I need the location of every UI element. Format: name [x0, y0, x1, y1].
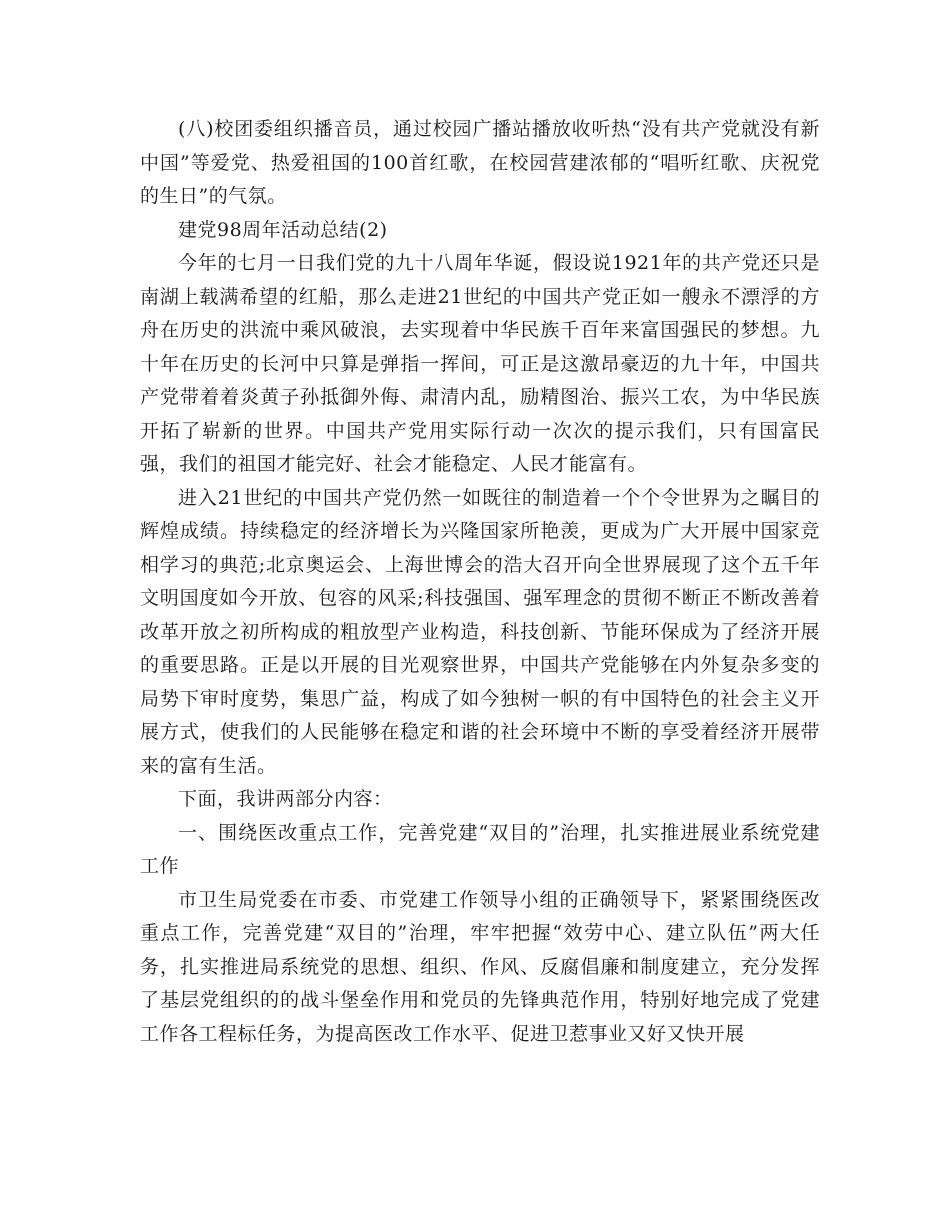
- paragraph-intro: 下面，我讲两部分内容：: [178, 788, 393, 810]
- document-body: [140, 113, 820, 1051]
- paragraph-21st-century: 进入21世纪的中国共产党仍然一如既往的制造着一个个令世界为之瞩目的辉煌成绩。持续稳定的经济增长为兴隆国家所艳羡，更成为广大开展中国家竞相学习的典范;北京奥运会、上海世博会的浩大召开向全世界展现了这个五千年文明国度如今开放、包容的风采;科技强国、强军理念的贯彻不断正不断改善着改革开放之初所构成的粗放型产业构造，科技创新、节能环保成为了经济开展的重要思路。正是以开展的目光观察世界，中国共产党能够在内外复杂多变的局势下审时度势，集思广益，构成了如今独树一帜的有中国特色的社会主义开展方式，使我们的人民能够在稳定和谐的社会环境中不断的享受着经济开展带来的富有生活。: [140, 486, 820, 777]
- section-heading: 建党98周年活动总结(2): [178, 218, 388, 241]
- paragraph-part-one-heading: 一、围绕医改重点工作，完善党建“双目的”治理，扎实推进展业系统党建工作: [140, 821, 820, 877]
- paragraph-campus-radio: (八)校团委组织播音员，通过校园广播站播放收听热“没有共产党就没有新中国”等爱党、热爱祖国的100首红歌，在校园营建浓郁的“唱听红歌、庆祝党的生日”的气氛。: [140, 118, 820, 207]
- paragraph-anniversary: 今年的七月一日我们党的九十八周年华诞，假设说1921年的共产党还只是南湖上载满希望的红船，那么走进21世纪的中国共产党正如一艘永不漂浮的方舟在历史的洪流中乘风破浪，去实现着中华民族千百年来富国强民的梦想。九十年在历史的长河中只算是弹指一挥间，可正是这激昂豪迈的九十年，中国共产党带着着炎黄子孙抵御外侮、肃清内乱，励精图治、振兴工农，为中华民族开拓了崭新的世界。中国共产党用实际行动一次次的提示我们，只有国富民强，我们的祖国才能完好、社会才能稳定、人民才能富有。: [140, 252, 820, 475]
- paragraph-health-bureau: 市卫生局党委在市委、市党建工作领导小组的正确领导下，紧紧围绕医改重点工作，完善党建“双目的”治理，牢牢把握“效劳中心、建立队伍”两大任务，扎实推进局系统党的思想、组织、作风、反腐倡廉和制度建立，充分发挥了基层党组织的的战斗堡垒作用和党员的先锋典范作用，特别好地完成了党建工作各工程标任务，为提高医改工作水平、促进卫惹事业又好又快开展: [140, 888, 820, 1045]
